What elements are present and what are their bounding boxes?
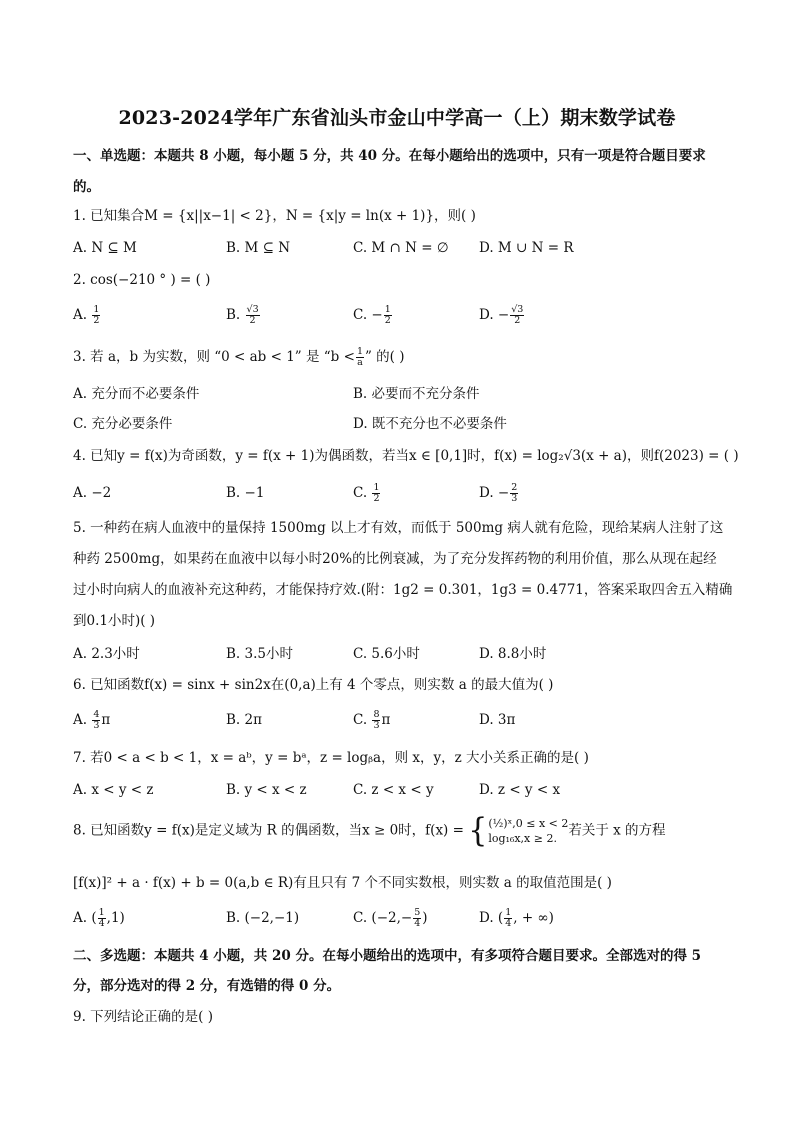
q1-options — [73, 238, 753, 260]
q3-options-row1 — [73, 384, 753, 406]
q1-stem: 1. 已知集合M = {x||x−1| < 2}，N = {x|y = ln(x + 1)}，则( ) — [73, 208, 476, 224]
q1-option-d: D. M ∪ N = R — [479, 240, 574, 256]
q8-option-d: D. ( $\frac{1}{4}$ , + ∞) — [479, 907, 554, 929]
q7-option-c: C. z < x < y — [353, 782, 434, 798]
q2-option-d: D. − $\frac{√3}{2}$ — [479, 304, 524, 326]
q6-option-b: B. 2π — [226, 712, 262, 728]
q7-option-a: A. x < y < z — [73, 782, 154, 798]
q4-option-c: C. $\frac{1}{2}$ — [353, 482, 380, 504]
q5-option-b: B. 3.5小时 — [226, 646, 293, 662]
q4-option-d: D. − $\frac{2}{3}$ — [479, 482, 518, 504]
q3-options-row2 — [73, 414, 753, 436]
q8-stem-line2: [f(x)]² + a · f(x) + b = 0(a,b ∈ R)有且只有 7 个不同实数根，则实数 a 的取值范围是( ) — [73, 875, 612, 891]
section1-heading-line1: 一、单选题：本题共 8 小题，每小题 5 分，共 40 分。在每小题给出的选项中，只有一项是符合题目要求 — [73, 148, 706, 164]
q5-stem-line3: 过小时向病人的血液补充这种药，才能保持疗效.(附：1g2 = 0.301，1g3 = 0.4771，答案采取四舍五入精确 — [73, 582, 733, 598]
q8-option-c: C. (−2,− $\frac{5}{4}$ ) — [353, 907, 428, 929]
section2-heading-line2: 分，部分选对的得 2 分，有选错的得 0 分。 — [73, 978, 341, 994]
q7-options — [73, 780, 753, 802]
q3-option-b: B. 必要而不充分条件 — [353, 386, 480, 402]
q2-option-a: A. $\frac{1}{2}$ — [73, 304, 100, 326]
q3-stem: 3. 若 a，b 为实数，则 “0 < ab < 1” 是 “b < $\frac{1}{a}$ ” 的( ) — [73, 346, 405, 368]
q5-stem-line1: 5. 一种药在病人血液中的量保持 1500mg 以上才有效，而低于 500mg 病人就有危险，现给某病人注射了这 — [73, 520, 724, 536]
q3-option-c: C. 充分必要条件 — [73, 416, 173, 432]
q5-option-d: D. 8.8小时 — [479, 646, 547, 662]
q2-option-c: C. − $\frac{1}{2}$ — [353, 304, 391, 326]
q9-stem: 9. 下列结论正确的是( ) — [73, 1009, 213, 1025]
q7-option-d: D. z < y < x — [479, 782, 561, 798]
q8-options — [73, 908, 753, 930]
q7-stem: 7. 若0 < a < b < 1，x = aᵇ，y = bᵃ，z = logᵦa，则 x，y，z 大小关系正确的是( ) — [73, 750, 589, 766]
q3-option-a: A. 充分而不必要条件 — [73, 386, 200, 402]
q1-option-b: B. M ⊆ N — [226, 240, 291, 256]
q5-stem-line4: 到0.1小时)( ) — [73, 613, 156, 629]
q2-option-b: B. $\frac{√3}{2}$ — [226, 304, 259, 326]
piecewise-cases: (½)ˣ,0 ≤ x < 2 log₁₆x,x ≥ 2. — [488, 817, 569, 845]
q5-stem-line2: 种药 2500mg，如果药在血液中以每小时20%的比例衰减，为了充分发挥药物的利用价值，那么从现在起经 — [73, 551, 717, 567]
q4-option-b: B. −1 — [226, 485, 265, 501]
q7-option-b: B. y < x < z — [226, 782, 307, 798]
q6-option-d: D. 3π — [479, 712, 516, 728]
exam-title: 2023-2024学年广东省汕头市金山中学高一（上）期末数学试卷 — [118, 107, 676, 129]
q8-option-b: B. (−2,−1) — [226, 910, 300, 926]
q6-options — [73, 710, 753, 732]
q3-option-d: D. 既不充分也不必要条件 — [353, 416, 507, 432]
q5-option-a: A. 2.3小时 — [73, 646, 140, 662]
q1-option-a: A. N ⊆ M — [73, 240, 137, 256]
q2-options — [73, 305, 753, 327]
section2-heading-line1: 二、多选题：本题共 4 小题，共 20 分。在每小题给出的选项中，有多项符合题目要求。全部选对的得 5 — [73, 948, 702, 964]
piecewise-brace: { — [468, 811, 488, 850]
q8-option-a: A. ( $\frac{1}{4}$ ,1) — [73, 907, 125, 929]
q8-stem: 8. 已知函数y = f(x)是定义域为 R 的偶函数，当x ≥ 0时，f(x) = { (½)ˣ,0 ≤ x < 2 log₁₆x,x ≥ 2. 若关于 x 的方程 — [73, 811, 666, 850]
q1-option-c: C. M ∩ N = ∅ — [353, 240, 449, 256]
section1-heading-line2: 的。 — [73, 179, 100, 195]
q4-option-a: A. −2 — [73, 485, 112, 501]
q6-option-a: A. $\frac{4}{3}$ π — [73, 709, 111, 731]
q2-stem: 2. cos(−210 ° ) = ( ) — [73, 272, 211, 288]
q5-options — [73, 644, 753, 666]
q4-options — [73, 483, 753, 505]
q5-option-c: C. 5.6小时 — [353, 646, 420, 662]
q6-option-c: C. $\frac{8}{3}$ π — [353, 709, 391, 731]
q6-stem: 6. 已知函数f(x) = sinx + sin2x在(0,a)上有 4 个零点，则实数 a 的最大值为( ) — [73, 677, 554, 693]
q4-stem: 4. 已知y = f(x)为奇函数，y = f(x + 1)为偶函数，若当x ∈ [0,1]时，f(x) = log₂√3(x + a)，则f(2023) = ( ) — [73, 448, 739, 464]
